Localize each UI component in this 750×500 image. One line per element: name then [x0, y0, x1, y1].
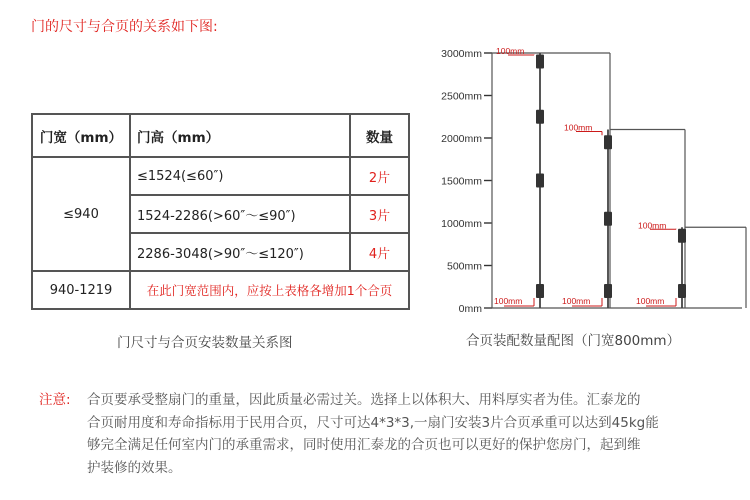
remark-line: 护装修的效果。: [87, 459, 182, 476]
hinge-mark: [536, 110, 544, 124]
height-cell: 1524-2286(>60″～≤90″): [130, 195, 350, 233]
hinge-mark: [604, 212, 612, 226]
remark-label: 注意:: [39, 392, 71, 408]
y-tick-label: 3000mm: [441, 48, 482, 60]
offset-label: 100mm: [564, 122, 593, 133]
page-heading: 门的尺寸与合页的关系如下图:: [31, 19, 218, 35]
header-door-height: 门高（mm）: [130, 114, 350, 157]
y-tick-label: 2000mm: [441, 133, 482, 145]
hinge-mark: [604, 135, 612, 149]
table-row: [32, 271, 409, 309]
offset-label: 100mm: [496, 46, 525, 56]
y-tick-label: 500mm: [446, 260, 482, 273]
hinge-mark: [678, 229, 686, 243]
qty-cell: 2片: [350, 157, 409, 195]
y-tick-label: 0mm: [458, 303, 482, 315]
header-door-width: 门宽（mm）: [32, 114, 130, 157]
offset-label: 100mm: [636, 296, 665, 306]
y-tick-label: 2500mm: [441, 90, 482, 103]
hinge-mark: [536, 55, 544, 69]
width-group-cell: ≤940: [32, 157, 130, 271]
hinge-mark: [536, 174, 544, 188]
extra-hinge-note: 在此门宽范围内，应按上表格各增加1个合页: [130, 271, 409, 309]
offset-label: 100mm: [562, 296, 591, 306]
header-quantity: 数量: [350, 114, 409, 157]
remark-line: 合页耐用度和寿命指标用于民用合页，尺寸可达4*3*3,一扇门安装3片合页承重可以达到45kg能: [87, 414, 659, 431]
offset-label: 100mm: [638, 220, 667, 231]
diagram-caption: 合页装配数量配图（门宽800mm）: [466, 333, 681, 349]
hinge-quantity-table: [31, 113, 410, 310]
y-tick-label: 1000mm: [441, 218, 482, 230]
table-caption: 门尺寸与合页安装数量关系图: [117, 335, 293, 351]
remark-block: [39, 389, 729, 479]
hinge-mark: [604, 284, 612, 298]
height-cell: ≤1524(≤60″): [130, 157, 350, 195]
height-cell: 2286-3048(>90″～≤120″): [130, 233, 350, 271]
width-range-cell: 940-1219: [32, 271, 130, 309]
remark-line: 合页要承受整扇门的重量，因此质量必需过关。选择上以体积大、用料厚实者为佳。汇泰龙的: [87, 392, 641, 408]
hinge-mark: [678, 284, 686, 298]
table-header-row: [32, 114, 409, 157]
hinge-layout-diagram: [420, 42, 750, 322]
remark-line: 够完全满足任何室内门的承重需求，同时使用汇泰龙的合页也可以更好的保护您房门，起到维: [87, 437, 641, 453]
table-row: [32, 157, 409, 195]
qty-cell: 3片: [350, 195, 409, 233]
offset-label: 100mm: [494, 296, 523, 306]
qty-cell: 4片: [350, 233, 409, 271]
y-tick-label: 1500mm: [441, 175, 482, 188]
hinge-mark: [536, 284, 544, 298]
